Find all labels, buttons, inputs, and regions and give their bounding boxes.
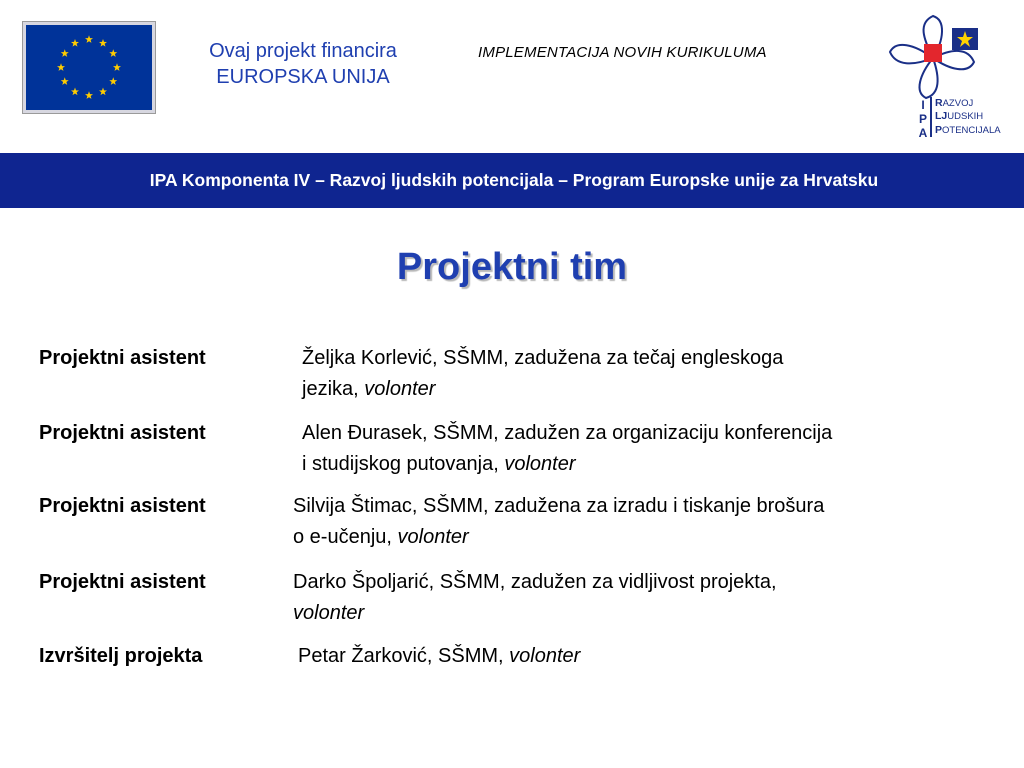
member-description: Petar Žarković, SŠMM, volonter	[298, 645, 581, 667]
eu-flag-icon	[26, 25, 152, 110]
member-description: Željka Korlević, SŠMM, zadužena za tečaj engleskoga jezika, volonter	[302, 347, 784, 400]
ipa-letter: P	[918, 112, 927, 126]
eu-flag-logo	[22, 21, 156, 114]
ipa-word: LJUDSKIH	[935, 110, 984, 123]
ipa-acronym	[916, 98, 930, 140]
slide-title: Projektni tim	[396, 246, 628, 288]
implementation-title: IMPLEMENTACIJA NOVIH KURIKULUMA	[478, 44, 767, 61]
member-role: Projektni asistent	[39, 347, 206, 369]
member-description: Alen Đurasek, SŠMM, zadužen za organizaciju konferencija i studijskog putovanja, volonter	[302, 422, 833, 475]
ipa-word: POTENCIJALA	[935, 123, 1001, 136]
ipa-word: RAZVOJ	[935, 97, 974, 109]
ipa-letter: A	[918, 126, 928, 140]
program-band: IPA Komponenta IV – Razvoj ljudskih potencijala – Program Europske unije za Hrvatsku	[0, 153, 1024, 208]
ipa-letter: I	[921, 98, 925, 112]
funding-line-2: EUROPSKA UNIJA	[216, 66, 390, 88]
member-role: Izvršitelj projekta	[39, 645, 203, 667]
funding-line-1: Ovaj projekt financira	[209, 40, 397, 62]
ipa-full-name	[935, 97, 1001, 137]
member-role: Projektni asistent	[39, 495, 206, 517]
member-description: Silvija Štimac, SŠMM, zadužena za izradu i tiskanje brošura o e-učenju, volonter	[293, 495, 825, 548]
member-description: Darko Špoljarić, SŠMM, zadužen za vidljivost projekta, volonter	[293, 571, 777, 624]
member-role: Projektni asistent	[39, 422, 206, 444]
ipa-divider	[930, 97, 932, 137]
funding-notice	[172, 38, 434, 90]
member-role: Projektni asistent	[39, 571, 206, 593]
